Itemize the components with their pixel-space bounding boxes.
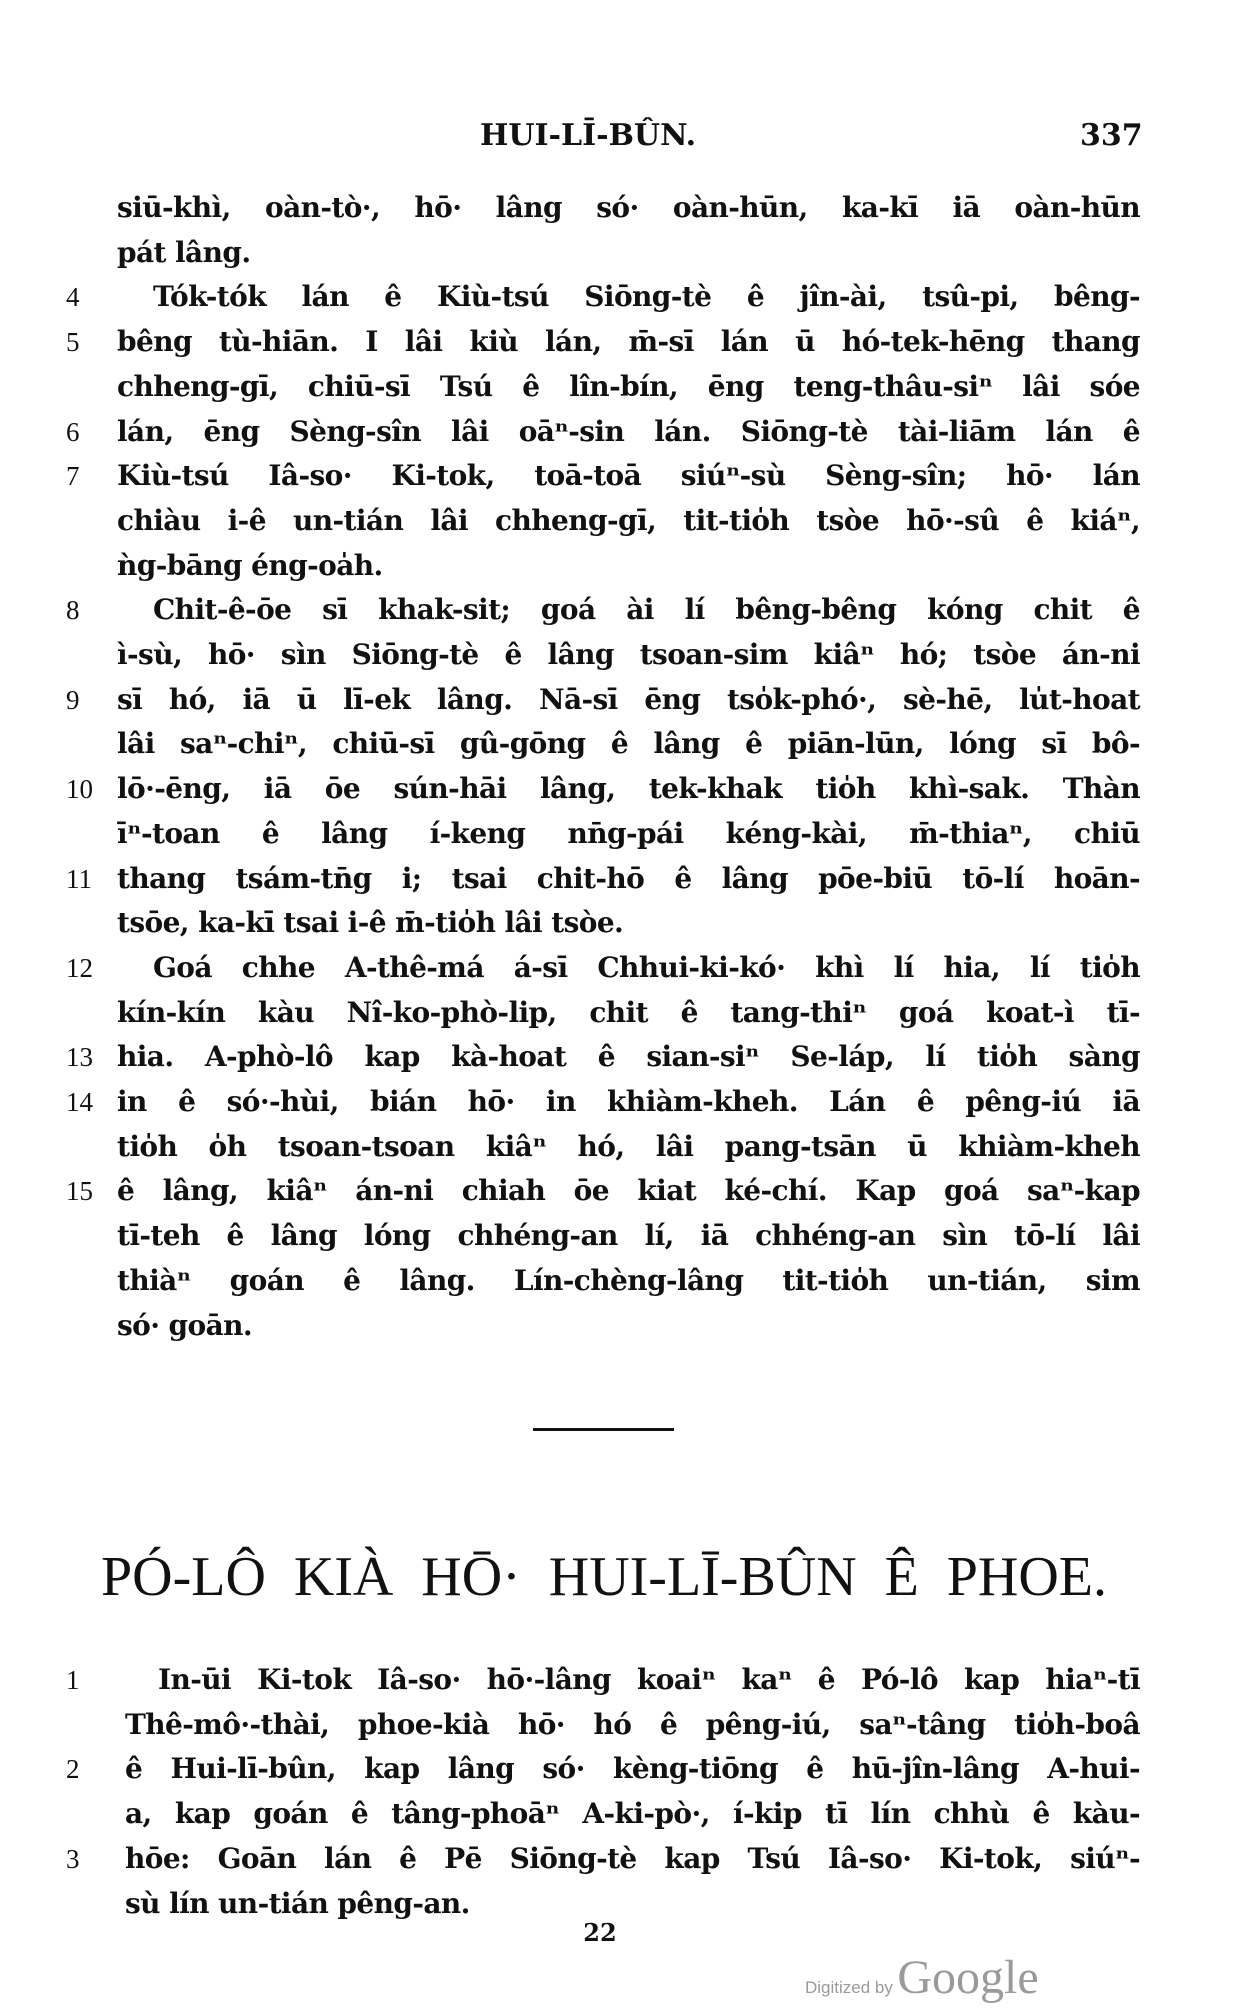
verse-number: 5 xyxy=(66,327,80,358)
text-line: Tók-tók lán ê Kiù-tsú Siōng-tè ê jîn-ài, tsû-pi, bêng- xyxy=(153,280,1140,314)
verse-number: 14 xyxy=(66,1087,93,1117)
text-line: bêng tù-hiān. I lâi kiù lán, m̄-sī lán ū hó-tek-hēng thang xyxy=(117,325,1140,359)
page-number: 337 xyxy=(1080,118,1143,153)
text-line: kín-kín kàu Nî-ko-phò-lip, chit ê tang-thiⁿ goá koat-ì tī- xyxy=(117,995,1140,1029)
text-line: sù lín un-tián pêng-an. xyxy=(125,1886,470,1920)
text-line: īⁿ-toan ê lâng í-keng nn̄g-pái kéng-kài, m̄-thiaⁿ, chiū xyxy=(117,816,1140,850)
google-watermark xyxy=(805,1950,1039,2005)
text-line: chheng-gī, chiū-sī Tsú ê lîn-bín, ēng teng-thâu-siⁿ lâi sóe xyxy=(117,369,1140,403)
text-line: thang tsám-tn̄g i; tsai chit-hō ê lâng pōe-biū tō-lí hoān- xyxy=(117,861,1140,895)
text-line: ê lâng, kiâⁿ án-ni chiah ōe kiat ké-chí. Kap goá saⁿ-kap xyxy=(117,1174,1140,1208)
verse-number: 13 xyxy=(66,1042,93,1073)
text-line: siū-khì, oàn-tò·, hō· lâng só· oàn-hūn, ka-kī iā oàn-hūn xyxy=(117,191,1140,224)
text-line: In-ūi Ki-tok Iâ-so· hō·-lâng koaiⁿ kaⁿ ê Pó-lô kap hiaⁿ-tī xyxy=(158,1663,1140,1696)
watermark-prefix: Digitized by xyxy=(805,1978,893,1997)
text-line: só· goān. xyxy=(117,1308,253,1342)
running-title: HUI-LĪ-BÛN. xyxy=(480,118,697,153)
verse-number: 10 xyxy=(66,774,93,805)
text-line: lō·-ēng, iā ōe sún-hāi lâng, tek-khak tio̍h khì-sak. Thàn xyxy=(117,772,1140,806)
section-divider xyxy=(533,1428,674,1431)
text-line: tī-teh ê lâng lóng chhéng-an lí, iā chhéng-an sìn tō-lí lâi xyxy=(117,1219,1140,1253)
verse-number: 7 xyxy=(66,461,80,492)
text-line: Chit-ê-ōe sī khak-sit; goá ài lí bêng-bêng kóng chit ê xyxy=(153,593,1140,627)
text-line: hia. A-phò-lô kap kà-hoat ê sian-siⁿ Se-láp, lí tio̍h sàng xyxy=(117,1040,1140,1074)
verse-number: 1 xyxy=(66,1665,80,1695)
text-line: ǹg-bāng éng-oa̍h. xyxy=(117,548,383,582)
epistle-title: PÓ-LÔ KIÀ HŌ· HUI-LĪ-BÛN Ê PHOE. xyxy=(101,1546,1107,1608)
verse-number: 4 xyxy=(66,282,80,313)
text-line: lán, ēng Sèng-sîn lâi oāⁿ-sin lán. Siōng-tè tài-liām lán ê xyxy=(117,414,1140,448)
watermark-brand: Google xyxy=(897,1951,1039,2004)
text-line: lâi saⁿ-chiⁿ, chiū-sī gû-gōng ê lâng ê piān-lūn, lóng sī bô- xyxy=(117,727,1140,761)
text-line: ì-sù, hō· sìn Siōng-tè ê lâng tsoan-sim kiâⁿ hó; tsòe án-ni xyxy=(117,638,1140,671)
text-line: hōe: Goān lán ê Pē Siōng-tè kap Tsú Iâ-so· Ki-tok, siúⁿ- xyxy=(125,1841,1140,1875)
verse-number: 8 xyxy=(66,595,80,626)
text-line: sī hó, iā ū lī-ek lâng. Nā-sī ēng tso̍k-phó·, sè-hē, lu̍t-hoat xyxy=(117,682,1140,716)
text-line: ê Hui-lī-bûn, kap lâng só· kèng-tiōng ê hū-jîn-lâng A-hui- xyxy=(125,1752,1140,1786)
text-line: Goá chhe A-thê-má á-sī Chhui-ki-kó· khì lí hia, lí tio̍h xyxy=(153,950,1140,984)
verse-number: 6 xyxy=(66,416,80,447)
text-line: Kiù-tsú Iâ-so· Ki-tok, toā-toā siúⁿ-sù Sèng-sîn; hō· lán xyxy=(117,459,1140,493)
verse-number: 3 xyxy=(66,1843,80,1874)
verse-number: 2 xyxy=(66,1754,80,1785)
text-line: a, kap goán ê tâng-phoāⁿ A-ki-pò·, í-kip tī lín chhù ê kàu- xyxy=(125,1797,1140,1831)
text-line: tio̍h o̍h tsoan-tsoan kiâⁿ hó, lâi pang-tsān ū khiàm-kheh xyxy=(117,1129,1140,1163)
verse-number: 12 xyxy=(66,952,93,983)
text-line: in ê só·-hùi, bián hō· in khiàm-kheh. Lán ê pêng-iú iā xyxy=(117,1085,1140,1118)
text-line: thiàⁿ goán ê lâng. Lín-chèng-lâng tit-tio̍h un-tián, sim xyxy=(117,1263,1140,1297)
text-line: tsōe, ka-kī tsai i-ê m̄-tio̍h lâi tsòe. xyxy=(117,906,624,940)
text-line: pát lâng. xyxy=(117,235,251,269)
verse-number: 15 xyxy=(66,1176,93,1207)
verse-number: 9 xyxy=(66,684,80,715)
verse-number: 11 xyxy=(66,863,92,894)
signature-mark: 22 xyxy=(583,1918,617,1947)
text-line: chiàu i-ê un-tián lâi chheng-gī, tit-tio̍h tsòe hō·-sû ê kiáⁿ, xyxy=(117,503,1140,537)
text-line: Thê-mô·-thài, phoe-kià hō· hó ê pêng-iú, saⁿ-tâng tio̍h-boâ xyxy=(125,1707,1140,1741)
